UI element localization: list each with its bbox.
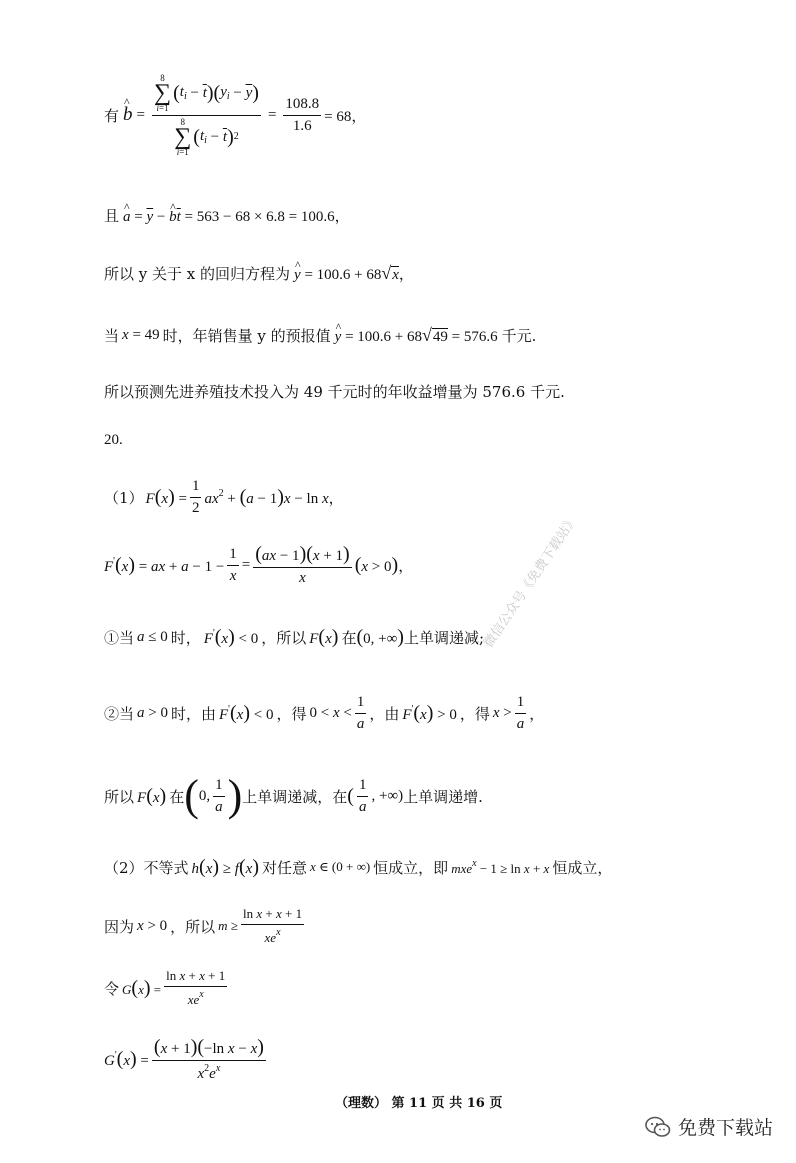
problem-20-label: 20. xyxy=(104,431,123,448)
regression-text: 所以 y 关于 x 的回归方程为 xyxy=(104,264,291,283)
mono-dec: 上单调递减，在 xyxy=(242,787,348,806)
part1-function: （1） F(x) = $\frac{1}{2}$ $ax^2 + (a - 1)x - \ln x$， xyxy=(104,478,344,516)
derivative-line: F'(x) = ax + a − 1 − $\frac{1}{x}$ = $\frac{(ax - 1)(x + 1)}{x}$ (x > 0)， xyxy=(104,543,414,587)
b-hat-fraction: 8 ∑ i=1 ( $t_i$ − $\overline{t}$ )( $y_i$ − $\overline{y}$ ) 8 ∑ i=1 ( $t_i$ − $\overline{t}$ ) 2 xyxy=(153,72,259,158)
predict-suffix: 千元. xyxy=(501,326,537,345)
text-you: 有 xyxy=(104,106,120,125)
chat-bubble-icon xyxy=(644,1115,672,1139)
case1-end: 上单调递减; xyxy=(403,628,485,647)
regression-equation: 所以 y 关于 x 的回归方程为 ^ y = 100.6 + 68√x， xyxy=(104,258,414,288)
monotonicity-line: 所以 F(x) 在 ( 0, $\frac{1}{a}$ ) 上单调递减，在 ( $\frac{1}{a}$ , +∞) 上单调递增. xyxy=(104,771,483,820)
mono-prefix: 所以 xyxy=(104,787,135,806)
case2-prefix: ②当 xyxy=(104,704,135,723)
let-prefix: 令 xyxy=(104,979,120,998)
conclusion-line xyxy=(104,376,565,406)
case1-mid: 时， xyxy=(170,628,201,647)
since-mid: ，所以 xyxy=(170,917,216,936)
case1-prefix: ①当 xyxy=(104,628,135,647)
mono-inc: 上单调递增. xyxy=(403,787,483,806)
let-g-line: 令 G(x) = $\frac{\text{ln x + x + 1}}{xe^x}$ xyxy=(104,968,226,1007)
case2-get: ，得 xyxy=(276,704,307,723)
brand-text: 免费下载站 xyxy=(678,1117,774,1139)
a-hat-formula: 且 ^ $a = \overline{y}$ − ^ $b\overline{t} = 563 - 68 \times 6.8 = 100.6$， xyxy=(104,200,350,230)
part2-text2: 恒成立，即 xyxy=(373,858,449,877)
prediction-line: 当 x = 49 时，年销售量 y 的预报值 ^ y = 100.6 + 68√49 = 576.6 千元. xyxy=(104,320,536,350)
case1-in: 在 xyxy=(341,628,357,647)
watermark-text: 微信公众号《免费下载站》 xyxy=(481,512,581,651)
part2-line: （2）不等式 h(x) ≥ f(x) 对任意 x ∈ (0 + ∞) 恒成立，即 mxe$^x$ − 1 ≥ ln x + x 恒成立， xyxy=(104,855,613,878)
g-derivative-line: G'(x) = $\frac{\text{(x + 1)(−ln x − x)}}{x^2e^x}$ xyxy=(104,1035,264,1082)
predict-mid: 时，年销售量 y 的预报值 xyxy=(162,326,331,345)
predict-prefix: 当 xyxy=(104,326,120,345)
case2-by: ，由 xyxy=(369,704,400,723)
conclusion-text: 所以预测先进养殖技术投入为 49 千元时的年收益增量为 576.6 千元. xyxy=(104,382,565,401)
brand-logo xyxy=(644,1113,773,1140)
part2-label: （2）不等式 xyxy=(104,858,189,877)
case1-line: ①当 a ≤ 0 时， F'(x) < 0 ，所以 F(x) 在 (0, +∞) 上单调递减; xyxy=(104,625,485,648)
part2-text3: 恒成立， xyxy=(552,858,613,877)
part2-text1: 对任意 xyxy=(261,858,307,877)
case2-line: ②当 a > 0 时，由 F'(x) < 0 ，得 0 < x < $\frac{1}{a}$ ，由 F'(x) > 0 ，得 x > $\frac{1}{a}$ ， xyxy=(104,694,545,732)
b-hat-formula: 有 ^ b = 8 ∑ i=1 ( $t_i$ − $\overline{t}$ )( $y_i$ − $\overline{y}$ ) 8 ∑ i=1 ( $t_i$ − $\overline{t}$ ) 2 = $\frac{108.8}{1.6}$ = 68， xyxy=(104,70,366,160)
page-footer: （理数） 第 11 页 共 16 页 xyxy=(335,1096,503,1111)
case1-text: ，所以 xyxy=(261,628,307,647)
mono-in: 在 xyxy=(169,787,185,806)
text-qie: 且 xyxy=(104,206,120,225)
since-line: 因为 x > 0 ，所以 m ≥ $\frac{\text{ln x + x + 1}}{xe^x}$ xyxy=(104,906,303,945)
case2-mid: 时，由 xyxy=(170,704,216,723)
since-prefix: 因为 xyxy=(104,917,135,936)
part1-label: （1） xyxy=(104,488,144,507)
case2-get2: ，得 xyxy=(459,704,490,723)
problem-number xyxy=(104,428,123,452)
